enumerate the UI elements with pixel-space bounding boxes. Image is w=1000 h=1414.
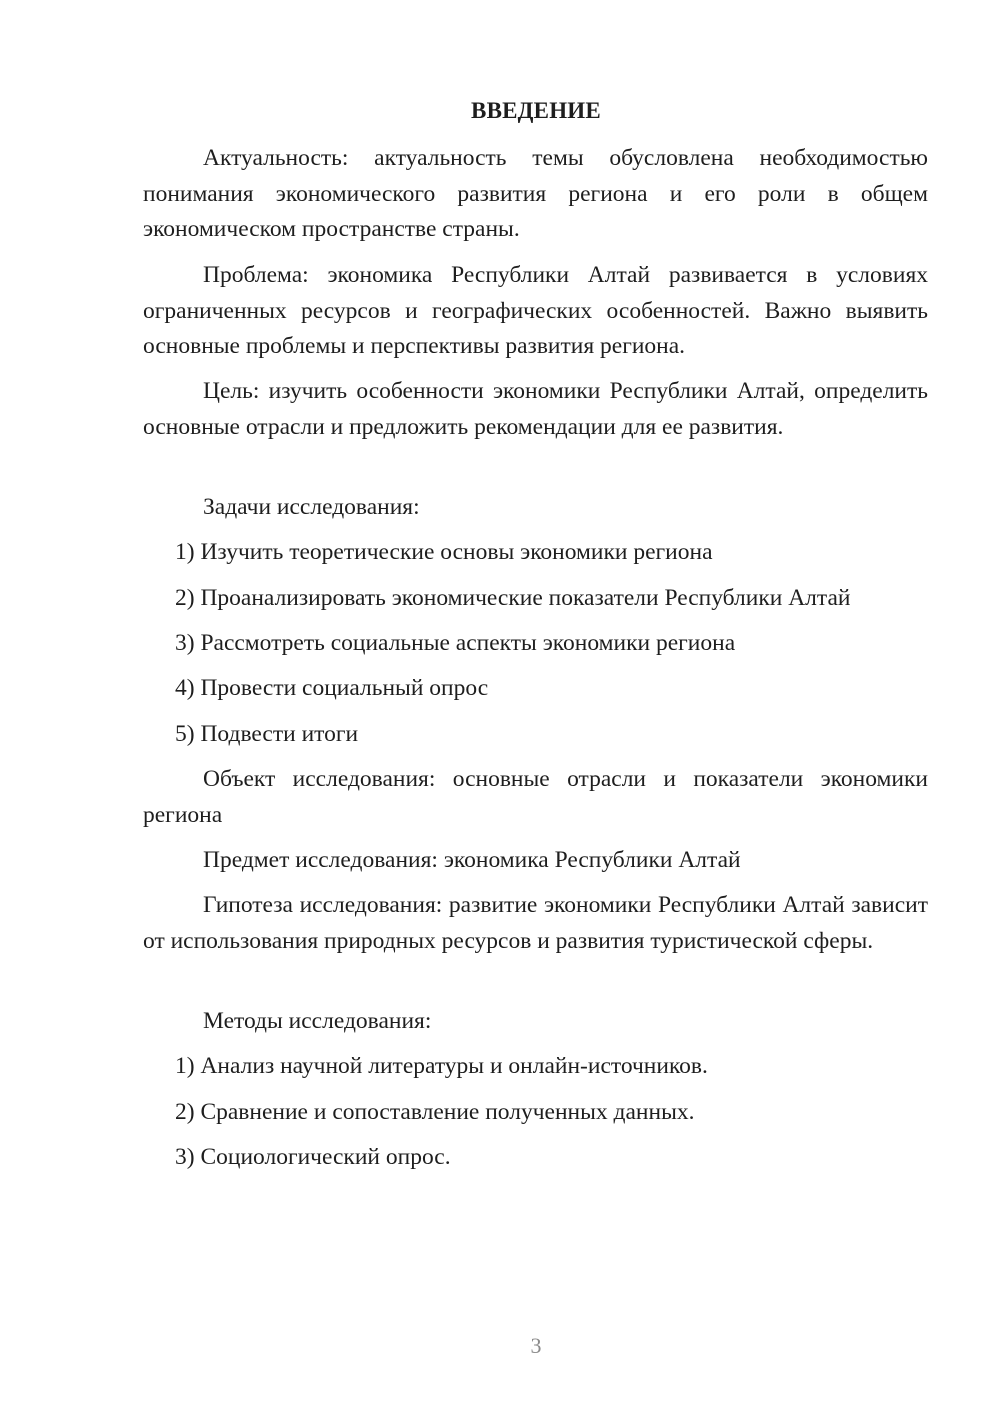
object-paragraph: Объект исследования: основные отрасли и показатели экономики региона [143, 766, 928, 828]
task-item: 2) Проанализировать экономические показатели Республики Алтай [175, 585, 851, 611]
tasks-title: Задачи исследования: [203, 494, 420, 520]
task-item: 4) Провести социальный опрос [175, 675, 489, 701]
task-item: 3) Рассмотреть социальные аспекты экономики региона [175, 630, 736, 656]
task-item: 1) Изучить теоретические основы экономики региона [175, 539, 713, 565]
hypothesis-paragraph: Гипотеза исследования: развитие экономики Республики Алтай зависит от использования природных ресурсов и развития туристической сферы. [143, 892, 928, 954]
methods-title: Методы исследования: [203, 1008, 432, 1034]
subject-paragraph: Предмет исследования: экономика Республики Алтай [203, 847, 741, 873]
method-item: 1) Анализ научной литературы и онлайн-источников. [175, 1053, 708, 1079]
section-heading: ВВЕДЕНИЕ [471, 98, 601, 123]
page-number: 3 [530, 1333, 542, 1358]
goal-paragraph: Цель: изучить особенности экономики Республики Алтай, определить основные отрасли и предложить рекомендации для ее развития. [143, 378, 928, 440]
relevance-paragraph: Актуальность: актуальность темы обусловлена необходимостью понимания экономического развития региона и его роли в общем экономическом пространстве страны. [143, 145, 928, 242]
problem-paragraph: Проблема: экономика Республики Алтай развивается в условиях ограниченных ресурсов и географических особенностей. Важно выявить основные проблемы и перспективы развития региона. [143, 262, 928, 359]
task-item: 5) Подвести итоги [175, 721, 359, 747]
method-item: 2) Сравнение и сопоставление полученных данных. [175, 1099, 695, 1125]
method-item: 3) Социологический опрос. [175, 1144, 451, 1170]
